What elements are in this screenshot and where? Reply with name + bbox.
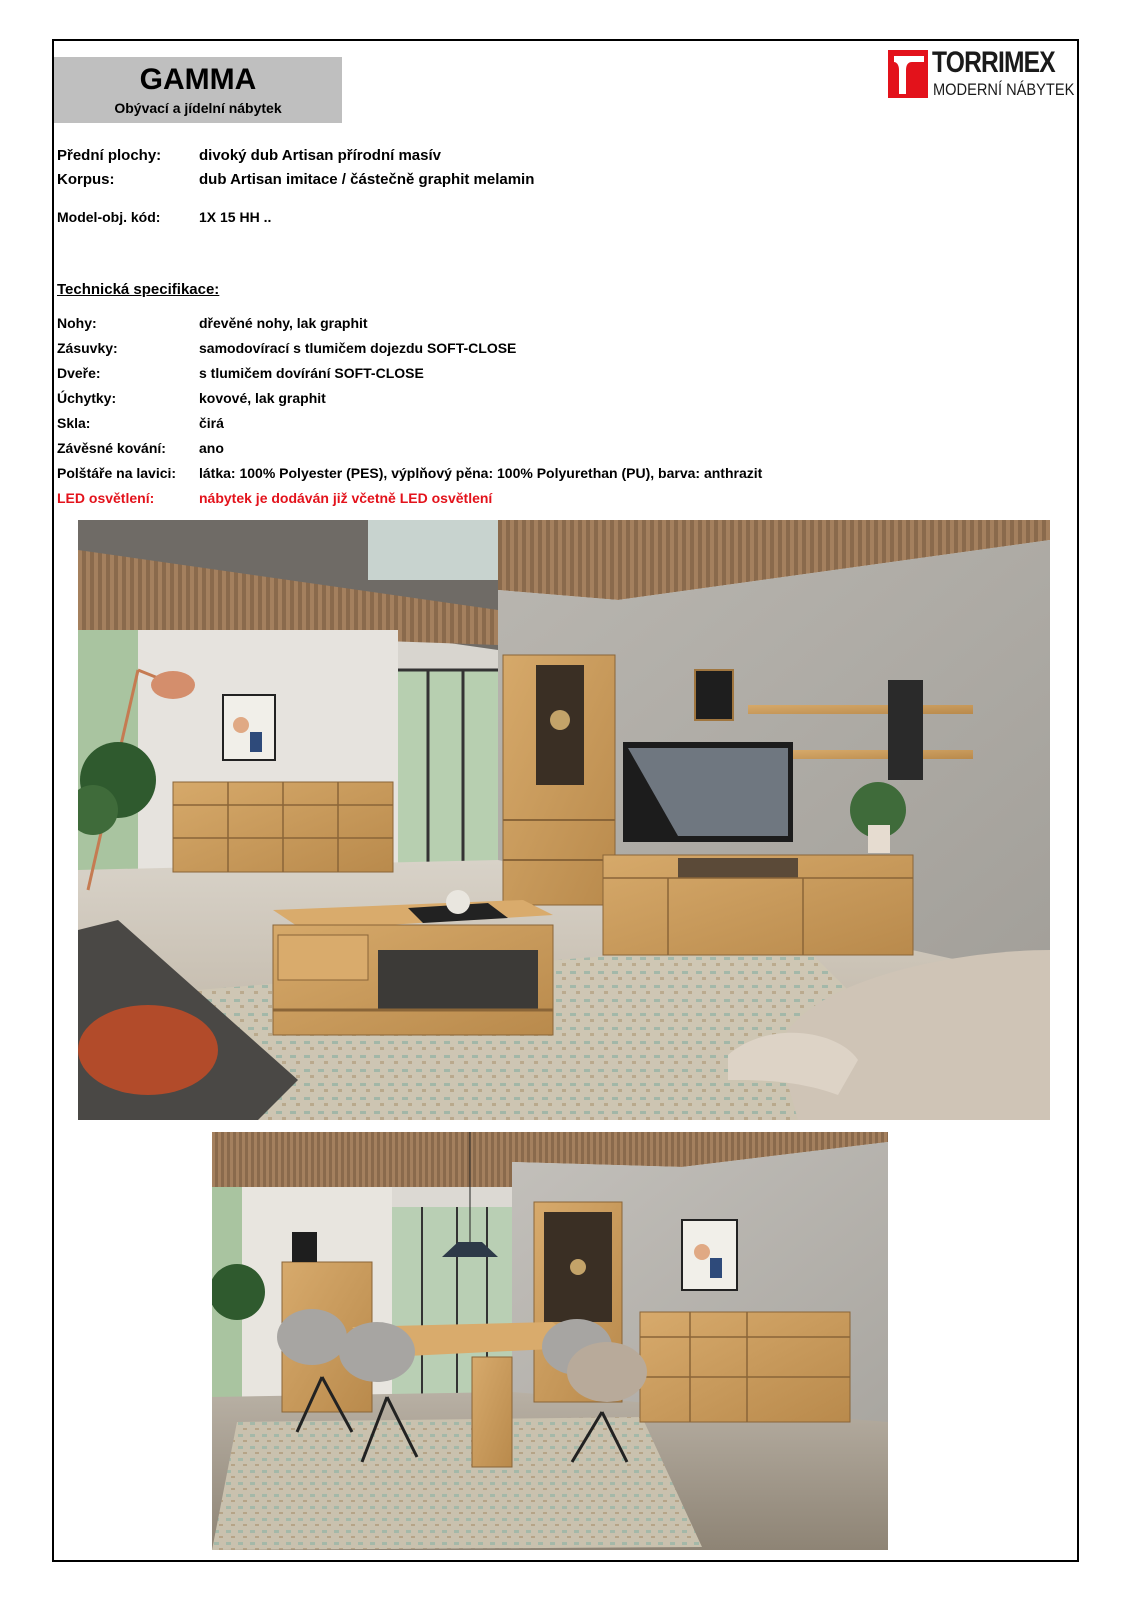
material-label: Přední plochy:: [57, 147, 162, 164]
page-title: GAMMA: [139, 63, 257, 96]
spec-label: Nohy:: [57, 315, 97, 331]
dining-room-illustration: [212, 1132, 888, 1550]
spec-label: LED osvětlení:: [57, 490, 155, 506]
spec-heading: Technická specifikace:: [57, 281, 220, 298]
spec-value: látka: 100% Polyester (PES), výplňový pěna: 100% Polyurethan (PU), barva: anthrazit: [199, 465, 763, 481]
spec-label: Polštáře na lavici:: [57, 465, 177, 481]
spec-value: nábytek je dodáván již včetně LED osvětlení: [199, 490, 493, 506]
spec-value: dřevěné nohy, lak graphit: [199, 315, 368, 331]
spec-value: kovové, lak graphit: [199, 390, 326, 406]
torrimex-logo: [888, 46, 1075, 100]
spec-label: Závěsné kování:: [57, 440, 166, 456]
logo-name: TORRIMEX: [932, 46, 1055, 79]
model-code-label: Model-obj. kód:: [57, 209, 161, 225]
spec-value: samodovírací s tlumičem dojezdu SOFT-CLOSE: [199, 340, 517, 356]
material-label: Korpus:: [57, 171, 115, 188]
material-value: dub Artisan imitace / částečně graphit melamin: [199, 171, 535, 188]
material-value: divoký dub Artisan přírodní masív: [199, 147, 441, 164]
spec-label: Úchytky:: [57, 390, 117, 406]
living-room-photo: [78, 520, 1050, 1120]
logo-tagline: MODERNÍ NÁBYTEK: [933, 80, 1075, 99]
spec-label: Zásuvky:: [57, 340, 118, 356]
spec-value: s tlumičem dovírání SOFT-CLOSE: [199, 365, 424, 381]
torrimex-logo-mark-icon: [888, 50, 928, 98]
spec-label: Skla:: [57, 415, 91, 431]
dining-room-photo: [212, 1132, 888, 1550]
page-subtitle: Obývací a jídelní nábytek: [114, 100, 282, 116]
spec-value: ano: [199, 440, 224, 456]
model-code-value: 1X 15 HH ..: [199, 209, 272, 225]
spec-label: Dveře:: [57, 365, 101, 381]
living-room-illustration: [78, 520, 1050, 1120]
spec-value: čirá: [199, 415, 224, 431]
title-block: [54, 57, 342, 123]
